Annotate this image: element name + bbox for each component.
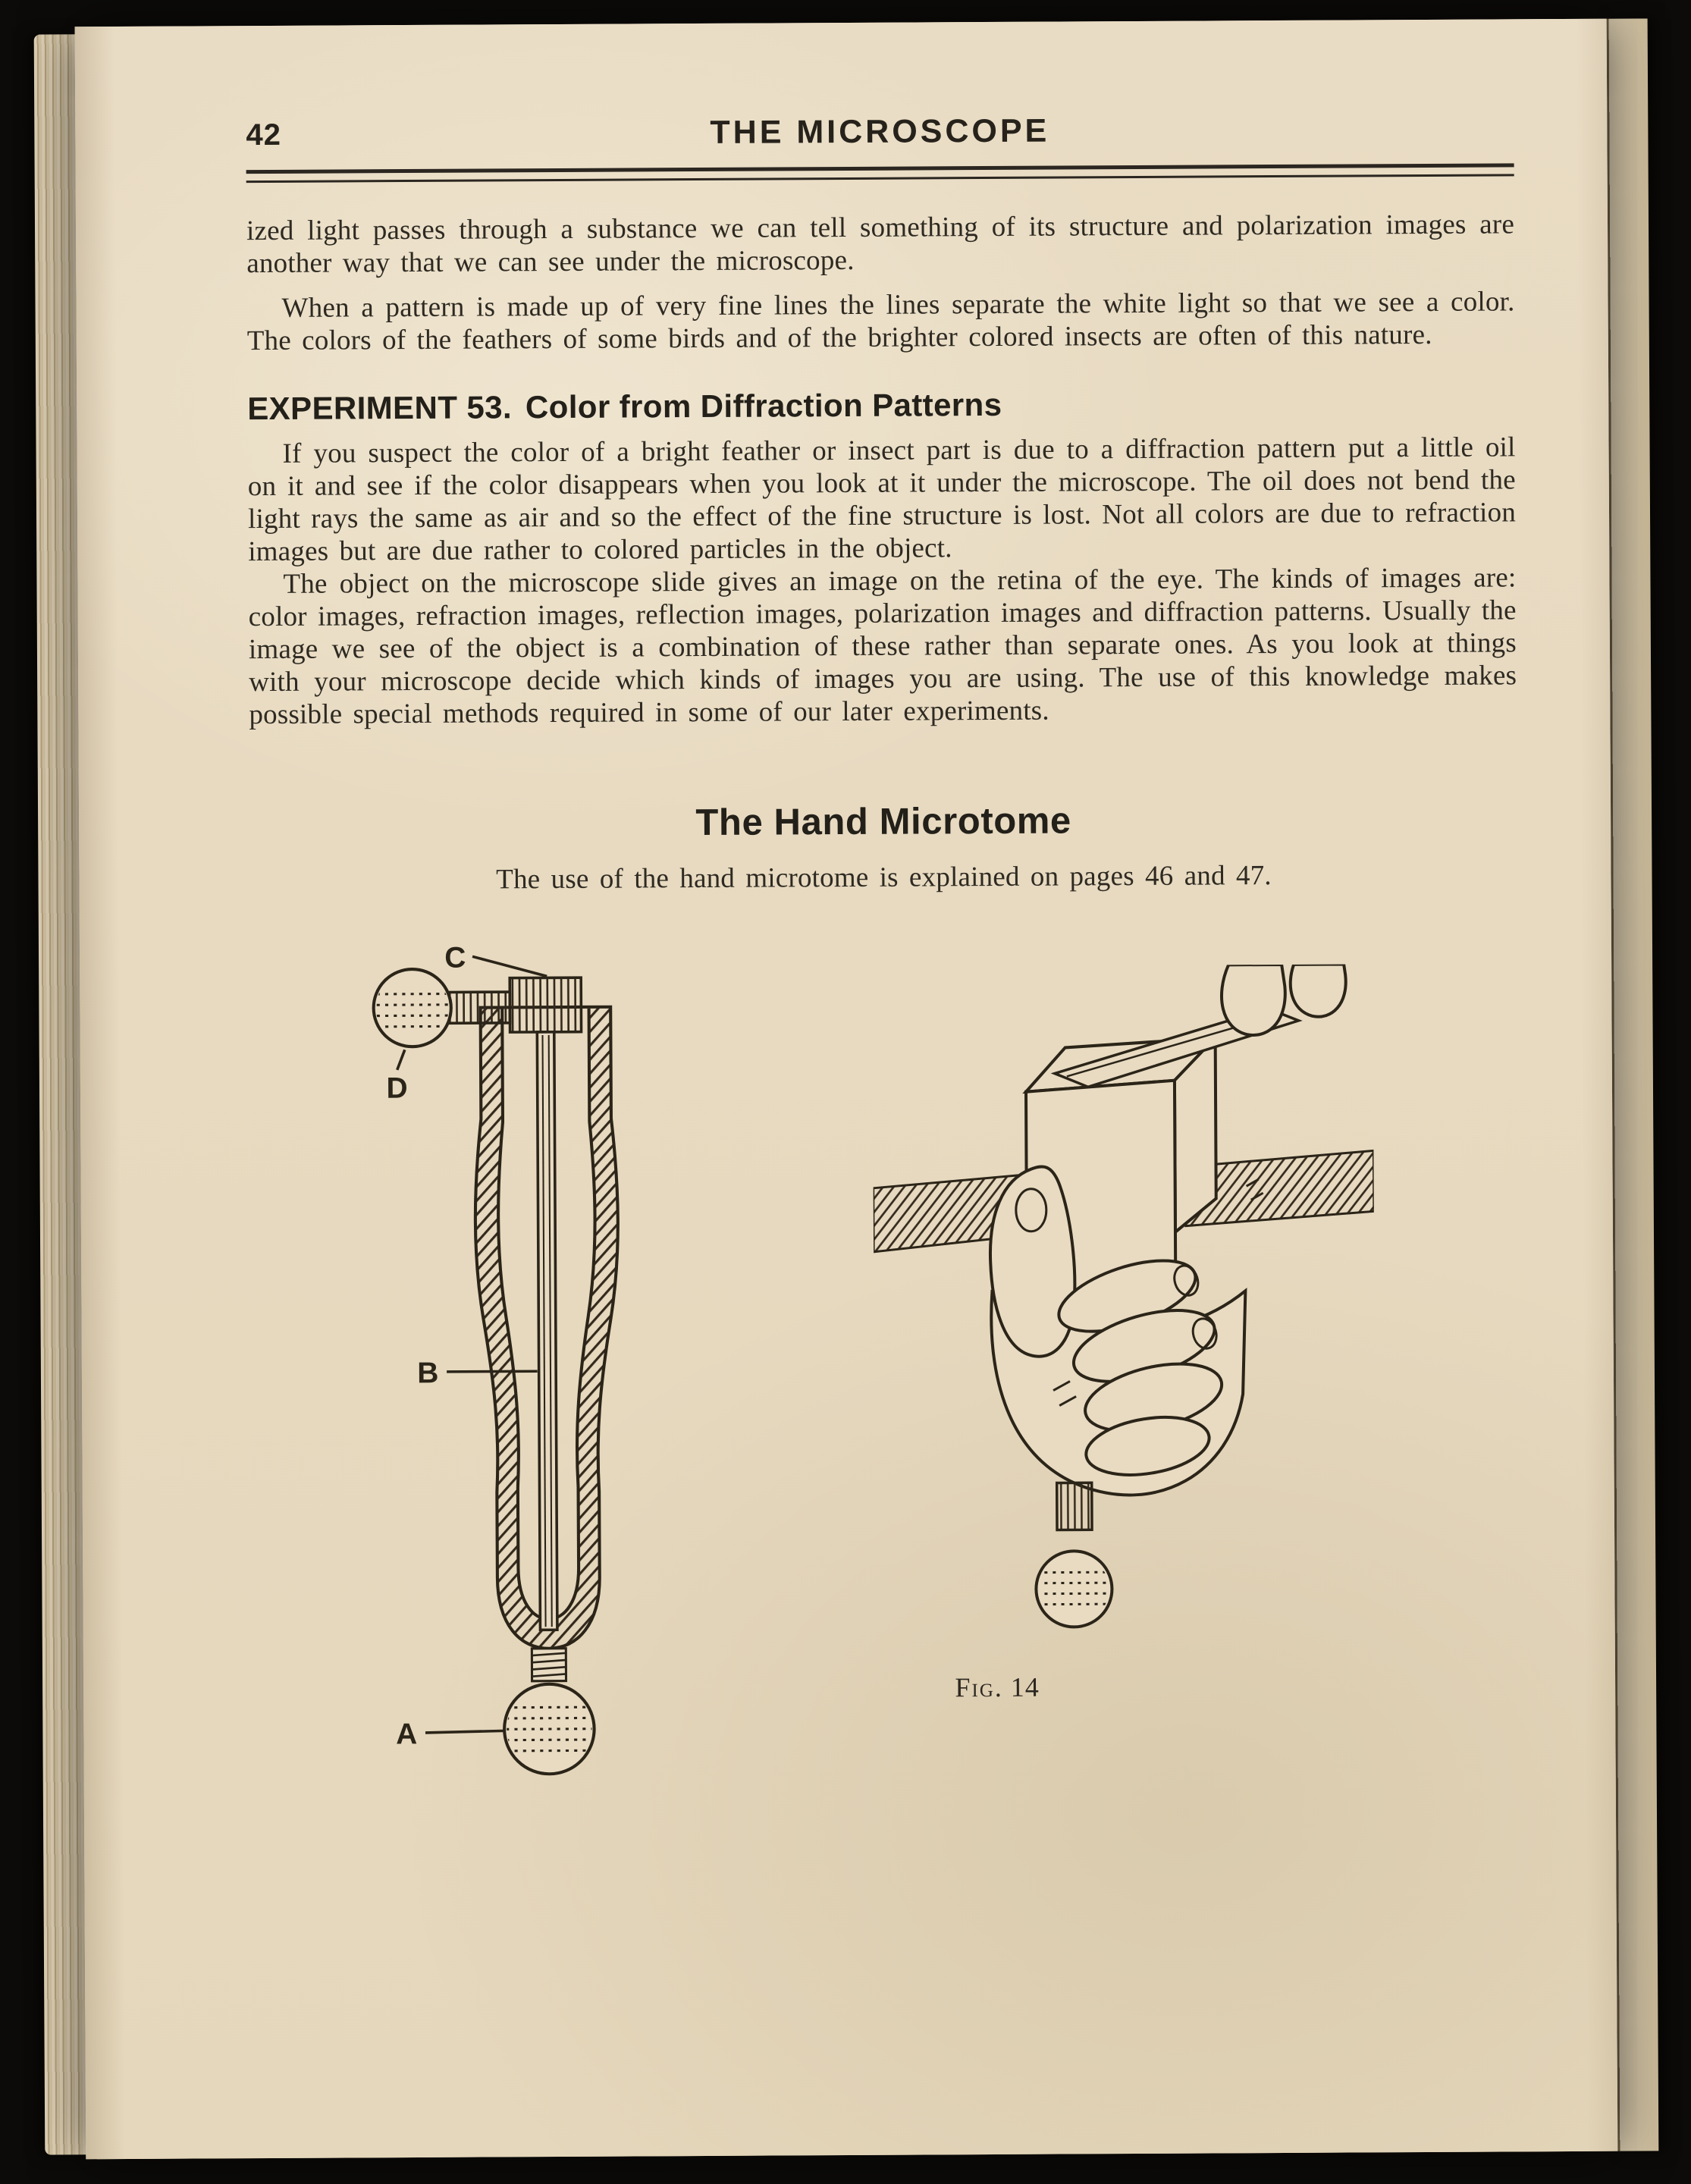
- experiment-heading: [247, 384, 1515, 427]
- label-c: C: [444, 941, 466, 974]
- thumb: [990, 1166, 1075, 1357]
- section-intro: The use of the hand microtome is explained on pages 46 and 47.: [496, 860, 1272, 896]
- side-screw-ball: [373, 969, 451, 1047]
- microtome-cross-section-illustration: [364, 930, 733, 1803]
- figure-caption-label: Fig.: [955, 1671, 1003, 1703]
- section-title: The Hand Microtome: [695, 800, 1071, 844]
- figure-14: [250, 918, 1523, 1872]
- running-title: THE MICROSCOPE: [710, 112, 1050, 151]
- side-screw-shaft: [445, 992, 510, 1023]
- experiment-number: EXPERIMENT 53.: [247, 389, 513, 427]
- top-clamp-knurl: [510, 977, 581, 1032]
- page-content: [246, 108, 1523, 1872]
- page-header: [246, 108, 1514, 158]
- paragraph-experiment: If you suspect the color of a bright feather or insect part is due to a diffraction pattern put a little oil on it and see if the color disappears when you look at it under the microscope. The oil does not bend the light rays the same as air and so the effect of the fine structure is lost. Not all colors are due to refraction images but are due rather to colored particles in the object.: [247, 431, 1517, 568]
- paragraph-image-kinds: The object on the microscope slide gives an image on the retina of the eye. The kinds of images are: color images, refraction images, reflection images, polarization images and diffraction patterns. Usually the image we see of the object is a combination of these rather than separate ones. As you look at things with your microscope decide which kinds of images you are using. The use of this knowledge makes possible special methods required in some of our later experiments.: [248, 562, 1517, 731]
- label-d: D: [386, 1072, 408, 1105]
- hand-with-microtome-illustration: [872, 964, 1376, 1687]
- header-rule: [246, 163, 1514, 183]
- feed-rod: [537, 1032, 557, 1630]
- label-b: B: [417, 1357, 439, 1390]
- paragraph-continuation: ized light passes through a substance we can tell something of its structure and polarization images are another way that we can see under the microscope.: [246, 209, 1515, 280]
- slicing-finger-tip: [1222, 965, 1285, 1035]
- paragraph-pattern: When a pattern is made up of very fine lines the lines separate the white light so that we see a color. The colors of the feathers of some birds and of the brighter colored insects are often of this nature.: [246, 286, 1515, 357]
- experiment-title: Color from Diffraction Patterns: [525, 386, 1002, 425]
- figure-caption-number: 14: [1010, 1671, 1040, 1702]
- bottom-knurl: [1057, 1483, 1092, 1530]
- label-a: A: [396, 1718, 418, 1751]
- page-number: 42: [246, 118, 281, 152]
- book-page: [75, 19, 1618, 2160]
- slicing-finger-behind: [1291, 965, 1346, 1017]
- bottom-ball: [1036, 1551, 1112, 1627]
- figure-caption: [883, 1671, 1111, 1704]
